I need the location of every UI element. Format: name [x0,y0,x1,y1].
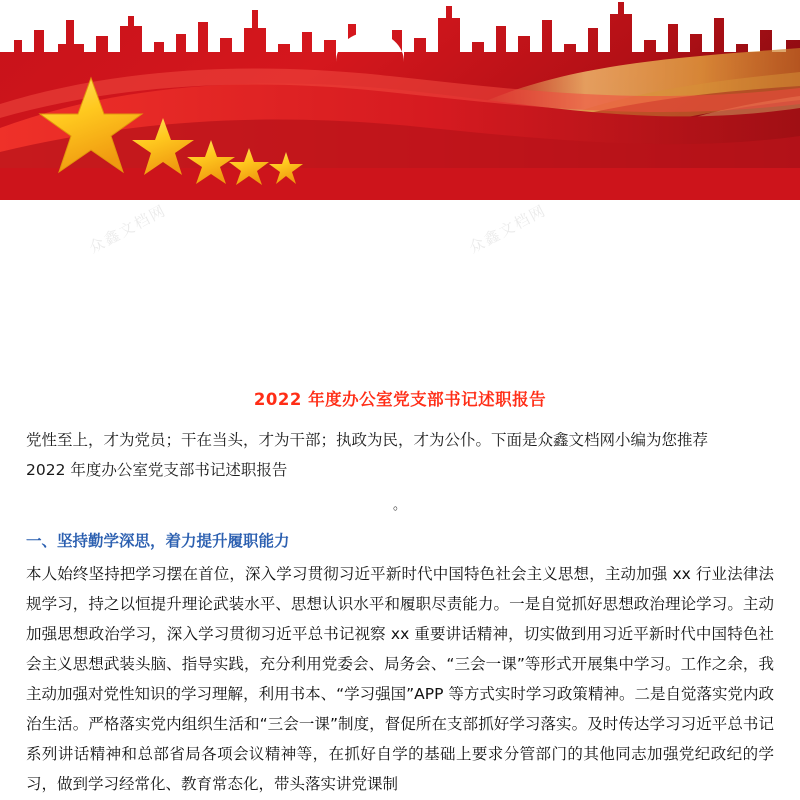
watermark-right: 众鑫文档网 [465,201,550,257]
document-body [0,200,800,799]
page-title: 2022 年度办公室党支部书记述职报告 [253,390,547,409]
section-heading-1: 一、坚持勤学深思，着力提升履职能力 [26,532,290,550]
separator-mark: 。 [392,498,407,513]
lead-paragraph: 党性至上，才为党员；干在当头，才为干部；执政为民，才为公仆。下面是众鑫文档网小编为您推荐 [26,431,709,449]
lead-paragraph-2: 2022 年度办公室党支部书记述职报告 [26,461,288,479]
section-body-1: 本人始终坚持把学习摆在首位，深入学习贯彻习近平新时代中国特色社会主义思想，主动加强 xx 行业法律法规学习，持之以恒提升理论武装水平、思想认识水平和履职尽责能力。一是自觉抓好思想政治理论学习。主动加强思想政治学习，深入学习贯彻习近平总书记视察 xx 重要讲话精神，切实做到用习近平新时代中国特色社会主义思想武装头脑、指导实践，充分利用党委会、局务会、“三会一课”等形式开展集中学习。工作之余，我主动加强对党性知识的学习理解，利用书本、“学习强国”APP 等方式实时学习政策精神。二是自觉落实党内政治生活。严格落实党内组织生活和“三会一课”制度，督促所在支部抓好学习落实。及时传达学习习近平总书记系列讲话精神和总部省局各项会议精神等，在抓好自学的基础上要求分管部门的其他同志加强党纪政纪的学习，做到学习经常化、教育常态化，带头落实讲党课制 [26,565,774,793]
header-banner [0,0,800,200]
banner-artwork [0,0,800,200]
watermark-left: 众鑫文档网 [85,201,170,257]
